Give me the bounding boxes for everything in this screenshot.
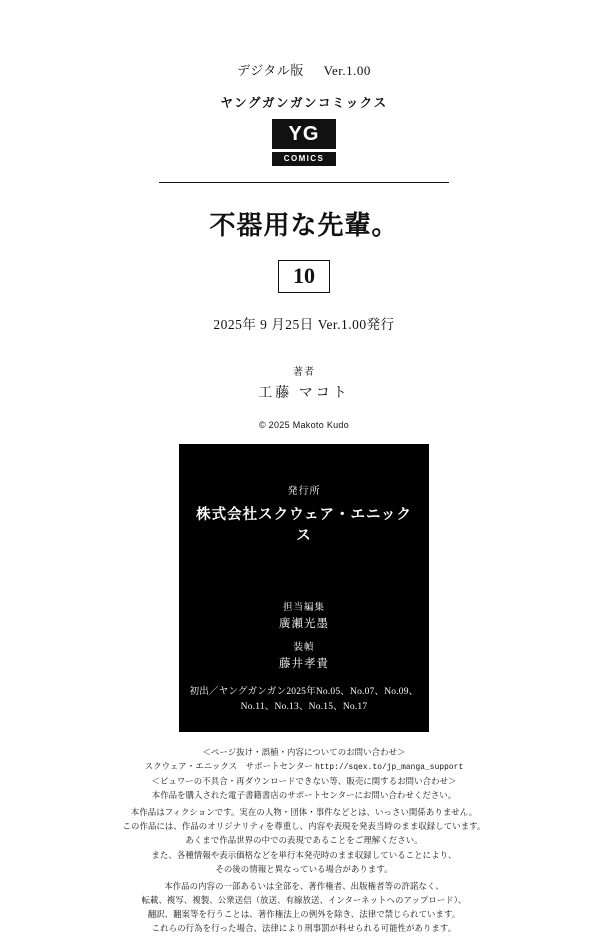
fineprint-line-3: ＜ビュワーの不具合・再ダウンロードできない等、販売に関するお問い合わせ＞ (151, 777, 457, 786)
publication-version: Ver.1.00発行 (317, 317, 395, 333)
fineprint-line-9: その後の情報と異なっている場合があります。 (215, 864, 393, 874)
colophon-header (0, 0, 608, 430)
fineprint-line-10: 本作品の内容の一部あるいは全部を、著作権者、出版権者等の許諾なく、 (164, 881, 444, 891)
fineprint-line-2-wrap (64, 760, 544, 775)
first-publication-info (189, 685, 419, 714)
first-publication-line-2: No.11、No.13、No.15、No.17 (240, 701, 368, 712)
edition-label: デジタル版 (237, 63, 304, 78)
fineprint-line-6: この作品には、作品のオリジナリティを尊重し、内容や表現を発表当時のまま収録しています。 (122, 822, 486, 832)
fineprint-line-4: 本作品を購入された電子書籍書店のサポートセンターにお問い合わせください。 (151, 791, 457, 801)
fineprint-line-8: また、各種情報や表示価格などを単行本発売時のまま収録していることにより、 (151, 850, 457, 860)
publisher-label: 発行所 (287, 486, 321, 498)
fineprint-line-12: 翻訳、翻案等を行うことは、著作権法上の例外を除き、法律で禁じられています。 (147, 909, 461, 919)
yg-comics-logo-icon (272, 119, 336, 166)
fineprint-line-13: これらの行為を行った場合、法律により刑事罰が科せられる可能性があります。 (151, 924, 457, 934)
volume-number: 10 (278, 260, 330, 293)
edition-version: Ver.1.00 (323, 63, 371, 78)
designer-credit (189, 639, 419, 671)
editor-credit (189, 599, 419, 631)
author-label: 著者 (293, 367, 315, 379)
author-name: 工藤 マコト (258, 386, 350, 402)
publication-line (0, 313, 608, 333)
fineprint-line-2: スクウェア・エニックス サポートセンター (144, 761, 313, 771)
fineprint-line-5: 本作品はフィクションです。実在の人物・団体・事件などとは、いっさい関係ありません。 (130, 808, 478, 818)
imprint-name: ヤングガンガンコミックス (220, 96, 388, 110)
designer-name: 藤井孝貴 (279, 658, 329, 671)
publication-date: 2025年 9 月25日 (213, 317, 314, 333)
imprint-logo (0, 119, 608, 166)
copyright-notice: © 2025 Makoto Kudo (258, 420, 350, 431)
first-publication-line-1: 初出／ヤングガンガン2025年No.05、No.07、No.09、 (189, 687, 419, 698)
logo-top-text: YG (272, 119, 336, 149)
editor-name: 廣瀬光墨 (279, 618, 329, 631)
divider (159, 182, 449, 183)
support-url[interactable]: http://sqex.to/jp_manga_support (315, 763, 464, 772)
logo-bottom-text: COMICS (272, 152, 336, 166)
fineprint-line-11: 転載、複写、複製、公衆送信（放送、有線放送、インターネットへのアップロード）、 (141, 895, 467, 905)
edition-line (0, 60, 608, 79)
publisher-panel (179, 444, 429, 732)
designer-label: 装幀 (293, 643, 315, 654)
fineprint-line-1: ＜ページ抜け・誤植・内容についてのお問い合わせ＞ (202, 747, 406, 757)
fineprint-line-7: あくまで作品世界の中での表現であることをご理解ください。 (185, 836, 423, 846)
editor-label: 担当編集 (282, 603, 325, 614)
page-title: 不器用な先輩。 (209, 211, 399, 240)
fineprint-block (64, 746, 544, 936)
publisher-name: 株式会社スクウェア・エニックス (196, 507, 412, 545)
